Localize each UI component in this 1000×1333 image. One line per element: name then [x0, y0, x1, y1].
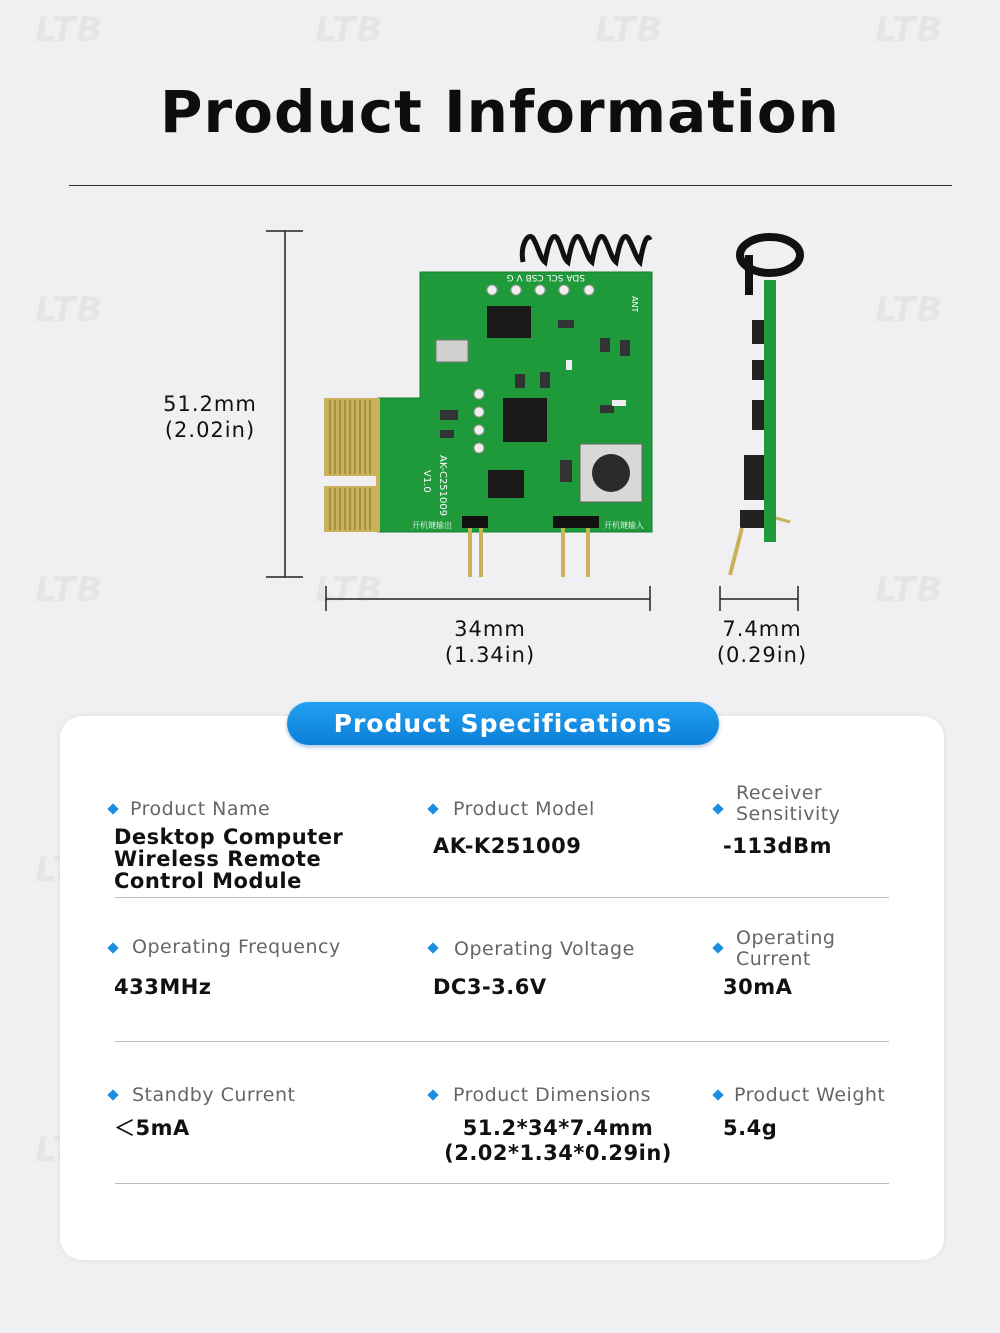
height-mm: 51.2mm: [163, 392, 257, 416]
spec-value-operating-voltage: DC3-3.6V: [433, 975, 547, 999]
spec-label-product-dimensions: Product Dimensions: [453, 1084, 652, 1106]
spec-value-product-name: Desktop Computer Wireless Remote Control Module: [114, 825, 344, 893]
spec-label-operating-current: Operating Current: [736, 927, 836, 970]
width-mm: 34mm: [454, 617, 526, 641]
pin-labels: SDA SCL CSB V G: [506, 272, 585, 282]
spec-label-operating-frequency: Operating Frequency: [132, 936, 341, 958]
specifications-heading: Product Specifications: [287, 702, 719, 745]
spec-value-standby-current: ＜5mA: [114, 1116, 190, 1140]
width-in: (1.34in): [444, 643, 536, 667]
row-divider: [115, 1183, 889, 1184]
page-title: Product Information: [160, 78, 840, 146]
spec-value-product-model: AK-K251009: [433, 834, 582, 858]
spec-label-standby-current: Standby Current: [132, 1084, 296, 1106]
dimensions-mm: 51.2*34*7.4mm: [462, 1116, 654, 1140]
height-in: (2.02in): [164, 418, 256, 442]
board-model-print: AK-C251009: [437, 455, 448, 517]
spec-value-product-dimensions: [418, 1117, 698, 1164]
row-divider: [115, 897, 889, 898]
ant-label: ANT: [630, 296, 639, 313]
dimensions-in: (2.02*1.34*0.29in): [444, 1141, 672, 1165]
side-board: [764, 280, 776, 542]
board-version-print: V1.0: [421, 470, 432, 493]
row-divider: [115, 1041, 889, 1042]
thickness-mm: 7.4mm: [722, 617, 802, 641]
spec-label-operating-voltage: Operating Voltage: [454, 938, 635, 960]
spec-label-product-name: Product Name: [130, 798, 271, 820]
spec-label-receiver-sensitivity: Receiver Sensitivity: [736, 782, 841, 825]
spec-value-operating-current: 30mA: [723, 975, 793, 999]
thickness-in: (0.29in): [716, 643, 808, 667]
spec-value-operating-frequency: 433MHz: [114, 975, 212, 999]
spec-value-receiver-sensitivity: -113dBm: [723, 834, 832, 858]
left-connector-label: 开机键输出: [412, 521, 452, 530]
spec-label-product-model: Product Model: [453, 798, 595, 820]
spec-label-product-weight: Product Weight: [734, 1084, 886, 1106]
right-connector-label: 开机键输入: [604, 521, 644, 530]
spec-value-product-weight: 5.4g: [723, 1116, 778, 1140]
